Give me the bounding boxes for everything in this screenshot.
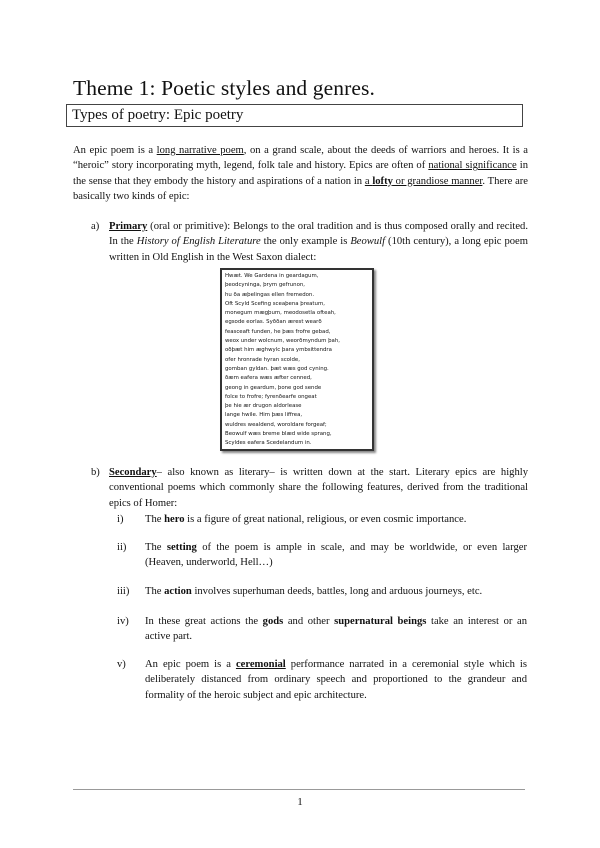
feature-item: i) The hero is a figure of great national, religious, or even cosmic importance. [117,514,467,525]
page-title: Theme 1: Poetic styles and genres. [73,76,375,100]
page-number: 1 [297,796,303,808]
poem-line: Oft Scyld Scefing sceaþena þreatum, [225,300,325,307]
poem-line: Hwæt. We Gardena in geardagum, [225,273,319,279]
poem-line: egsode eorlas. Syððan ærest wearð [225,319,322,326]
poem-line: monegum mægþum, meodosetla ofteah, [225,310,336,317]
poem-line: Beowulf wæs breme blæd wide sprang, [225,431,332,438]
poem-line: folce to frofre; fyrenðearfe ongeat [225,393,317,400]
poem-line: Scyldes eafera Scedelandum in. [225,440,312,447]
poem-line: ofer hronrade hyran scolde, [225,356,300,363]
poem-line: geong in geardum, þone god sende [225,384,322,391]
section-heading: Types of poetry: Epic poetry [66,104,523,127]
poem-line: þe hie ær drugon aldorlease [225,403,302,410]
feature-item: iii) The action involves superhuman deeds, battles, long and arduous journeys, etc. [117,586,483,597]
feature-item: v) An epic poem is a ceremonial performance narrated in a ceremonial style which is deliberately distanced from ordinary speech and proportioned to the grandeur and formality of the heroic subject and epic architecture. [117,659,528,701]
list-item-primary: a) Primary (oral or primitive): Belongs to the oral tradition and is thus composed orally and recited. In the History of English Literature the only example is Beowulf (10th century), a long epic poem written in Old English in the West Saxon dialect: [91,221,528,263]
poem-line: oðþæt him æghwylc þara ymbsittendra [225,347,332,354]
poem-line: gomban gyldan. þæt wæs god cyning. [225,365,329,372]
list-item-secondary: b) Secondary– also known as literary– is written down at the start. Literary epics are highly conventional poems which commonly share the following features, derived from the traditional epics of Homer: [91,467,528,509]
beowulf-excerpt-image [220,268,374,451]
poem-line: weox under wolcnum, weorðmyndum þah, [225,338,340,345]
feature-item: ii) The setting of the poem is ample in scale, and may be worldwide, or even larger (Heaven, underworld, Hell…) [117,542,527,569]
term-primary: Primary [109,221,148,232]
poem-line: lange hwile. Him þæs liffrea, [225,412,303,419]
list-label: b) [91,467,100,478]
poem-line: wuldres wealdend, woroldare forgeaf; [225,421,327,428]
poem-line: hu ða æþelingas ellen fremedon. [225,291,315,298]
poem-line: feasceaft funden, he þæs frofre gebad, [225,328,331,335]
poem-line: þeodcyninga, þrym gefrunon, [225,282,306,289]
footer-divider [73,789,525,790]
feature-item: iv) In these great actions the gods and other supernatural beings take an interest or an active part. [117,616,527,643]
list-label: a) [91,221,100,232]
term-secondary: Secondary [109,467,157,478]
poem-line: ðæm eafera wæs æfter cenned, [225,375,312,382]
intro-paragraph: An epic poem is a long narrative poem, on a grand scale, about the deeds of warriors and heroes. It is a “heroic” story incorporating myth, legend, folk tale and history. Epics are often of national significance in the sense that they embody the history and aspirations of a nation in a lofty or grandiose manner. There are basically two kinds of epic: [73,145,529,202]
